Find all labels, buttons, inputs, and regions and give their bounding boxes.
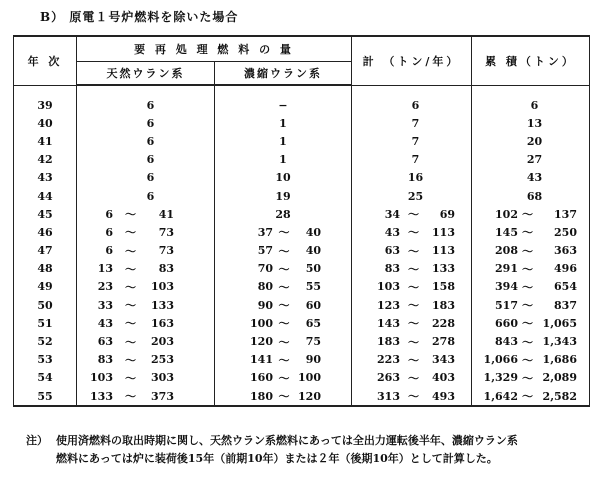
enriched-value: − xyxy=(278,98,288,112)
enriched-cell xyxy=(215,351,352,369)
natural-range-max: 41 xyxy=(158,207,174,221)
enriched-cell xyxy=(215,242,352,260)
cumulative-range-max: 137 xyxy=(554,207,577,221)
total-range-max: 69 xyxy=(439,207,455,221)
natural-value: 6 xyxy=(146,134,155,148)
cumulative-value: 6 xyxy=(530,98,539,112)
total-range-max: 158 xyxy=(432,280,455,294)
year-cell: 50 xyxy=(14,296,77,314)
range-tilde: ～ xyxy=(522,262,533,276)
year-cell: 42 xyxy=(14,151,77,169)
range-tilde: ～ xyxy=(522,371,533,385)
enriched-cell xyxy=(215,260,352,278)
cumulative-cell xyxy=(472,242,590,260)
natural-range-min: 103 xyxy=(90,371,113,385)
range-tilde: ～ xyxy=(522,353,533,367)
col-header-natural-uranium: 天然ウラン系 xyxy=(77,62,215,86)
total-range-max: 278 xyxy=(432,335,455,349)
total-cell xyxy=(352,187,472,205)
cumulative-range-max: 250 xyxy=(554,225,577,239)
natural-range-max: 203 xyxy=(151,335,174,349)
range-tilde: ～ xyxy=(408,208,419,222)
table-row xyxy=(14,351,590,369)
range-tilde: ～ xyxy=(278,299,290,313)
table-row xyxy=(14,151,590,169)
natural-cell xyxy=(77,260,215,278)
natural-range-min: 6 xyxy=(105,244,113,258)
total-cell xyxy=(352,260,472,278)
range-tilde: ～ xyxy=(408,262,419,276)
enriched-value: 10 xyxy=(275,171,291,185)
year-cell: 44 xyxy=(14,187,77,205)
total-cell xyxy=(352,132,472,150)
enriched-range-min: 90 xyxy=(257,298,273,312)
enriched-cell xyxy=(215,96,352,114)
cumulative-cell xyxy=(472,223,590,241)
range-tilde: ～ xyxy=(278,390,290,404)
enriched-range-min: 141 xyxy=(250,353,273,367)
range-tilde: ～ xyxy=(408,390,419,404)
total-cell xyxy=(352,369,472,387)
cumulative-range-min: 291 xyxy=(495,262,518,276)
enriched-cell xyxy=(215,314,352,332)
enriched-value: 1 xyxy=(279,153,287,167)
cumulative-range-min: 660 xyxy=(495,316,518,330)
natural-range-max: 103 xyxy=(151,280,174,294)
range-tilde: ～ xyxy=(125,299,136,313)
range-tilde: ～ xyxy=(125,317,136,331)
cumulative-range-min: 394 xyxy=(495,280,518,294)
enriched-range-min: 180 xyxy=(250,389,273,403)
natural-cell xyxy=(77,351,215,369)
range-tilde: ～ xyxy=(408,335,419,349)
range-tilde: ～ xyxy=(408,244,419,258)
table-row xyxy=(14,242,590,260)
cumulative-cell xyxy=(472,351,590,369)
cumulative-cell xyxy=(472,114,590,132)
natural-range-max: 73 xyxy=(158,225,174,239)
cumulative-cell xyxy=(472,314,590,332)
col-header-required-fuel: 要 再 処 理 燃 料 の 量 xyxy=(77,36,352,62)
table-row xyxy=(14,96,590,114)
range-tilde: ～ xyxy=(125,226,136,240)
range-tilde: ～ xyxy=(125,244,136,258)
enriched-range-max: 90 xyxy=(305,353,321,367)
natural-range-min: 33 xyxy=(97,298,113,312)
total-cell xyxy=(352,296,472,314)
range-tilde: ～ xyxy=(522,390,533,404)
total-cell xyxy=(352,332,472,350)
year-cell: 46 xyxy=(14,223,77,241)
table-row xyxy=(14,132,590,150)
natural-range-max: 373 xyxy=(151,389,174,403)
col-header-year: 年 次 xyxy=(14,36,77,85)
cumulative-range-max: 1,065 xyxy=(542,316,577,330)
cumulative-cell xyxy=(472,169,590,187)
natural-value: 6 xyxy=(146,189,155,203)
enriched-cell xyxy=(215,387,352,406)
total-range-min: 123 xyxy=(377,298,400,312)
range-tilde: ～ xyxy=(408,226,419,240)
natural-range-min: 23 xyxy=(97,280,113,294)
natural-cell xyxy=(77,369,215,387)
cumulative-range-max: 496 xyxy=(554,262,577,276)
natural-range-min: 63 xyxy=(97,335,113,349)
total-range-max: 493 xyxy=(432,389,455,403)
total-range-min: 43 xyxy=(384,225,400,239)
range-tilde: ～ xyxy=(522,317,533,331)
table-row xyxy=(14,114,590,132)
year-cell: 45 xyxy=(14,205,77,223)
natural-cell xyxy=(77,187,215,205)
natural-cell xyxy=(77,132,215,150)
year-cell: 52 xyxy=(14,332,77,350)
natural-value: 6 xyxy=(146,153,155,167)
total-range-min: 223 xyxy=(377,353,400,367)
table-heading: B） 原電１号炉燃料を除いた場合 xyxy=(40,10,239,24)
cumulative-range-max: 2,089 xyxy=(542,371,577,385)
range-tilde: ～ xyxy=(408,280,419,294)
range-tilde: ～ xyxy=(125,353,136,367)
enriched-range-max: 40 xyxy=(305,244,321,258)
cumulative-cell xyxy=(472,151,590,169)
natural-range-min: 13 xyxy=(97,262,113,276)
table-row xyxy=(14,332,590,350)
natural-range-min: 43 xyxy=(97,316,113,330)
range-tilde: ～ xyxy=(278,262,290,276)
range-tilde: ～ xyxy=(278,371,290,385)
cumulative-cell xyxy=(472,96,590,114)
cumulative-range-min: 517 xyxy=(495,298,518,312)
cumulative-cell xyxy=(472,132,590,150)
range-tilde: ～ xyxy=(125,280,136,294)
range-tilde: ～ xyxy=(408,317,419,331)
natural-cell xyxy=(77,114,215,132)
year-cell: 47 xyxy=(14,242,77,260)
enriched-range-min: 37 xyxy=(257,225,273,239)
enriched-cell xyxy=(215,369,352,387)
total-range-min: 103 xyxy=(377,280,400,294)
footnote-line-1: 使用済燃料の取出時期に関し、天然ウラン系燃料にあっては全出力運転後半年、濃縮ウラン系 xyxy=(56,434,518,447)
cumulative-value: 43 xyxy=(526,171,543,185)
enriched-cell xyxy=(215,223,352,241)
natural-range-min: 6 xyxy=(105,207,113,221)
enriched-cell xyxy=(215,332,352,350)
enriched-cell xyxy=(215,205,352,223)
total-value: 7 xyxy=(411,116,420,130)
natural-range-max: 253 xyxy=(151,353,174,367)
cumulative-cell xyxy=(472,260,590,278)
enriched-range-min: 80 xyxy=(257,280,273,294)
total-range-max: 183 xyxy=(432,298,455,312)
enriched-range-min: 100 xyxy=(250,316,273,330)
natural-cell xyxy=(77,205,215,223)
enriched-range-min: 70 xyxy=(257,262,273,276)
cumulative-range-min: 1,066 xyxy=(483,353,518,367)
year-cell: 55 xyxy=(14,387,77,406)
enriched-cell xyxy=(215,187,352,205)
col-header-enriched-uranium: 濃縮ウラン系 xyxy=(215,62,352,86)
table-row xyxy=(14,169,590,187)
col-header-cumulative: 累 積（トン） xyxy=(472,36,590,85)
footnote xyxy=(26,432,596,468)
range-tilde: ～ xyxy=(278,335,290,349)
natural-value: 6 xyxy=(146,171,155,185)
range-tilde: ～ xyxy=(522,299,533,313)
natural-range-max: 163 xyxy=(151,316,174,330)
range-tilde: ～ xyxy=(125,371,136,385)
enriched-cell xyxy=(215,278,352,296)
total-range-min: 34 xyxy=(384,207,400,221)
enriched-cell xyxy=(215,296,352,314)
cumulative-range-min: 1,642 xyxy=(483,389,518,403)
total-value: 7 xyxy=(411,134,420,148)
enriched-range-max: 60 xyxy=(305,298,321,312)
range-tilde: ～ xyxy=(522,226,533,240)
range-tilde: ～ xyxy=(278,280,290,294)
enriched-range-max: 55 xyxy=(305,280,321,294)
reprocessing-fuel-table xyxy=(13,35,590,407)
year-cell: 39 xyxy=(14,96,77,114)
year-cell: 54 xyxy=(14,369,77,387)
natural-cell xyxy=(77,332,215,350)
total-range-max: 133 xyxy=(432,262,455,276)
total-range-max: 228 xyxy=(432,316,455,330)
col-header-total: 計 （トン/年） xyxy=(352,36,472,85)
total-range-min: 313 xyxy=(377,389,400,403)
cumulative-range-min: 145 xyxy=(495,225,518,239)
total-cell xyxy=(352,387,472,406)
cumulative-cell xyxy=(472,205,590,223)
range-tilde: ～ xyxy=(408,371,419,385)
cumulative-range-max: 363 xyxy=(554,244,577,258)
range-tilde: ～ xyxy=(522,335,533,349)
natural-range-max: 83 xyxy=(158,262,174,276)
natural-value: 6 xyxy=(146,116,155,130)
cumulative-cell xyxy=(472,187,590,205)
total-cell xyxy=(352,96,472,114)
range-tilde: ～ xyxy=(522,280,533,294)
table-row xyxy=(14,205,590,223)
cumulative-cell xyxy=(472,278,590,296)
cumulative-value: 20 xyxy=(526,134,543,148)
range-tilde: ～ xyxy=(278,317,290,331)
table-row xyxy=(14,260,590,278)
enriched-range-min: 160 xyxy=(250,371,273,385)
enriched-value: 1 xyxy=(279,134,287,148)
range-tilde: ～ xyxy=(408,299,419,313)
total-range-max: 113 xyxy=(432,244,455,258)
total-range-min: 83 xyxy=(384,262,400,276)
total-value: 7 xyxy=(411,153,420,167)
natural-range-max: 303 xyxy=(151,371,174,385)
enriched-range-max: 65 xyxy=(305,316,321,330)
enriched-range-max: 100 xyxy=(298,371,321,385)
year-cell: 53 xyxy=(14,351,77,369)
range-tilde: ～ xyxy=(408,353,419,367)
table-row xyxy=(14,296,590,314)
enriched-value: 19 xyxy=(275,189,291,203)
enriched-cell xyxy=(215,114,352,132)
total-cell xyxy=(352,205,472,223)
natural-cell xyxy=(77,96,215,114)
natural-value: 6 xyxy=(146,98,155,112)
total-cell xyxy=(352,114,472,132)
total-range-min: 143 xyxy=(377,316,400,330)
natural-range-min: 83 xyxy=(97,353,113,367)
year-cell: 43 xyxy=(14,169,77,187)
cumulative-cell xyxy=(472,332,590,350)
natural-cell xyxy=(77,169,215,187)
cumulative-cell xyxy=(472,296,590,314)
total-cell xyxy=(352,242,472,260)
total-range-max: 113 xyxy=(432,225,455,239)
enriched-range-max: 75 xyxy=(305,335,321,349)
total-range-max: 403 xyxy=(432,371,455,385)
cumulative-cell xyxy=(472,387,590,406)
natural-range-min: 133 xyxy=(90,389,113,403)
enriched-range-min: 57 xyxy=(257,244,273,258)
natural-cell xyxy=(77,223,215,241)
cumulative-range-max: 1,686 xyxy=(542,353,577,367)
range-tilde: ～ xyxy=(278,353,290,367)
natural-cell xyxy=(77,242,215,260)
enriched-cell xyxy=(215,151,352,169)
total-range-min: 183 xyxy=(377,335,400,349)
total-value: 6 xyxy=(411,98,420,112)
natural-cell xyxy=(77,314,215,332)
table-body xyxy=(14,85,590,406)
total-cell xyxy=(352,278,472,296)
total-range-max: 343 xyxy=(432,353,455,367)
cumulative-value: 13 xyxy=(526,116,543,130)
year-cell: 40 xyxy=(14,114,77,132)
total-value: 16 xyxy=(407,171,424,185)
cumulative-value: 27 xyxy=(526,153,543,167)
year-cell: 48 xyxy=(14,260,77,278)
enriched-cell xyxy=(215,132,352,150)
range-tilde: ～ xyxy=(278,226,290,240)
table-row xyxy=(14,278,590,296)
table-row xyxy=(14,387,590,406)
enriched-range-max: 50 xyxy=(305,262,321,276)
total-range-min: 63 xyxy=(384,244,400,258)
natural-range-max: 133 xyxy=(151,298,174,312)
cumulative-range-max: 2,582 xyxy=(542,389,577,403)
total-range-min: 263 xyxy=(377,371,400,385)
natural-cell xyxy=(77,296,215,314)
total-cell xyxy=(352,223,472,241)
range-tilde: ～ xyxy=(522,208,533,222)
enriched-range-min: 120 xyxy=(250,335,273,349)
enriched-range-max: 120 xyxy=(298,389,321,403)
year-cell: 49 xyxy=(14,278,77,296)
year-cell: 51 xyxy=(14,314,77,332)
cumulative-range-max: 1,343 xyxy=(542,335,577,349)
range-tilde: ～ xyxy=(125,208,136,222)
range-tilde: ～ xyxy=(522,244,533,258)
natural-range-min: 6 xyxy=(105,225,113,239)
cumulative-range-max: 654 xyxy=(554,280,577,294)
natural-cell xyxy=(77,387,215,406)
footnote-line-2: 燃料にあっては炉に装荷後15年（前期10年）または２年（後期10年）として計算した。 xyxy=(56,452,498,465)
natural-range-max: 73 xyxy=(158,244,174,258)
total-cell xyxy=(352,314,472,332)
total-cell xyxy=(352,169,472,187)
cumulative-cell xyxy=(472,369,590,387)
cumulative-range-min: 102 xyxy=(495,207,518,221)
range-tilde: ～ xyxy=(125,335,136,349)
range-tilde: ～ xyxy=(125,390,136,404)
year-cell: 41 xyxy=(14,132,77,150)
natural-cell xyxy=(77,278,215,296)
cumulative-range-min: 1,329 xyxy=(483,371,518,385)
total-value: 25 xyxy=(407,189,424,203)
table-row xyxy=(14,187,590,205)
range-tilde: ～ xyxy=(125,262,136,276)
enriched-range-max: 40 xyxy=(305,225,321,239)
cumulative-range-min: 208 xyxy=(495,244,518,258)
total-cell xyxy=(352,151,472,169)
cumulative-value: 68 xyxy=(526,189,543,203)
enriched-cell xyxy=(215,169,352,187)
table-row xyxy=(14,369,590,387)
cumulative-range-max: 837 xyxy=(554,298,577,312)
range-tilde: ～ xyxy=(278,244,290,258)
natural-cell xyxy=(77,151,215,169)
table-row xyxy=(14,314,590,332)
table-row xyxy=(14,223,590,241)
enriched-value: 28 xyxy=(275,207,291,221)
total-cell xyxy=(352,351,472,369)
cumulative-range-min: 843 xyxy=(495,335,518,349)
footnote-label: 注） xyxy=(26,434,48,447)
enriched-value: 1 xyxy=(279,116,287,130)
